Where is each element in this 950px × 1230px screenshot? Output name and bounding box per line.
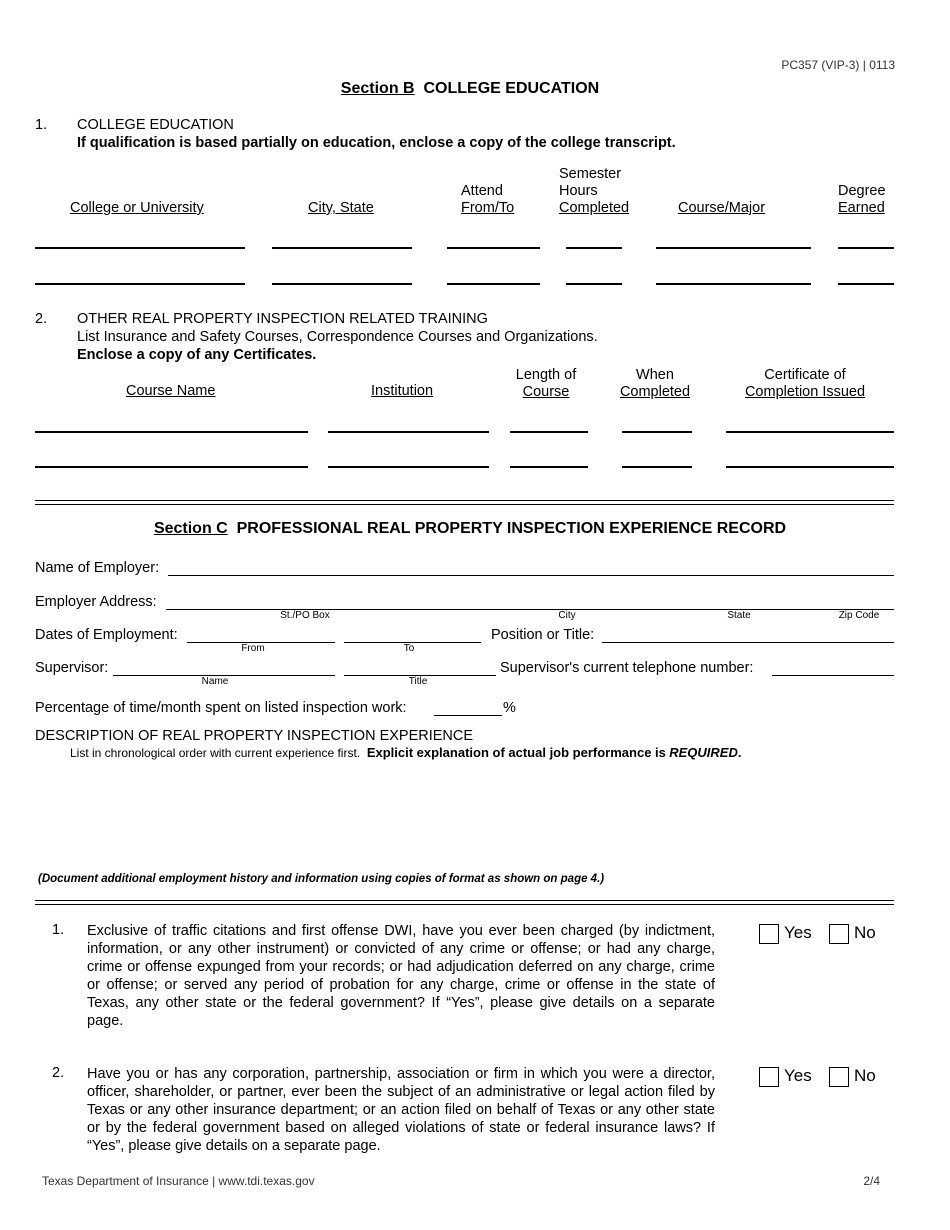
- item-1-note: If qualification is based partially on education, enclose a copy of the college transcript.: [77, 135, 676, 151]
- col-degree-line2: Earned: [838, 200, 885, 216]
- description-note-plain: List in chronological order with current experience first.: [70, 746, 361, 760]
- percent-sign: %: [503, 700, 516, 716]
- form-code: PC357 (VIP-3) | 0113: [781, 58, 895, 72]
- col-course: Course/Major: [678, 200, 766, 216]
- course-field[interactable]: [656, 247, 811, 249]
- col-college: College or University: [70, 200, 204, 216]
- dates-label: Dates of Employment:: [35, 627, 178, 643]
- employer-name-label: Name of Employer:: [35, 560, 160, 576]
- position-label: Position or Title:: [491, 627, 595, 643]
- question-2-no-label: No: [854, 1066, 876, 1085]
- description-note-bold: Explicit explanation of actual job performance is: [366, 745, 666, 760]
- college-field[interactable]: [35, 247, 245, 249]
- col-semester-line3: Completed: [559, 200, 630, 216]
- col-length-line1: Length of: [515, 367, 577, 383]
- col-attend: [461, 183, 514, 217]
- sup-phone-label: Supervisor's current telephone number:: [500, 660, 754, 676]
- degree-field[interactable]: [838, 247, 894, 249]
- question-2-number: 2.: [52, 1065, 65, 1081]
- col-certificate-line2: Completion Issued: [744, 384, 866, 400]
- course-name-field[interactable]: [35, 431, 308, 433]
- sup-title-sub: Title: [408, 676, 428, 687]
- semester-field[interactable]: [566, 247, 622, 249]
- section-b-label: Section B: [340, 80, 415, 97]
- description-note: [70, 745, 741, 760]
- divider: [35, 900, 894, 901]
- section-b-title: COLLEGE EDUCATION: [423, 80, 600, 97]
- attend-field[interactable]: [447, 283, 540, 285]
- question-1-number: 1.: [52, 922, 65, 938]
- sup-phone-field[interactable]: [772, 675, 894, 676]
- col-institution: Institution: [371, 383, 434, 399]
- description-note-required: REQUIRED: [669, 745, 738, 760]
- description-note-end: .: [737, 745, 742, 760]
- course-field[interactable]: [656, 283, 811, 285]
- question-1-text: Exclusive of traffic citations and first offense DWI, have you ever been charged (by indictment, information, or any other instrument) or convicted of any crime or offense; or had any charge, crime or offense expunged from your records; or had adjudication deferred on any charge, crime or offense; or served any period of probation for any charge, crime or offense in the state of Texas, any other state or the federal government? If “Yes”, please give details on a separate page.: [87, 923, 715, 1029]
- degree-field[interactable]: [838, 283, 894, 285]
- certificate-field[interactable]: [726, 431, 894, 433]
- section-c-title: PROFESSIONAL REAL PROPERTY INSPECTION EXPERIENCE RECORD: [236, 520, 787, 537]
- description-area[interactable]: [35, 765, 894, 865]
- col-when: [614, 367, 696, 401]
- length-field[interactable]: [510, 431, 588, 433]
- col-attend-line2: From/To: [461, 200, 515, 216]
- addr-city-sub: City: [558, 610, 576, 621]
- divider: [35, 504, 894, 505]
- col-course-name: Course Name: [126, 383, 216, 399]
- supervisor-label: Supervisor:: [35, 660, 109, 676]
- col-when-line2: Completed: [619, 384, 691, 400]
- section-c-label: Section C: [153, 520, 228, 537]
- col-certificate: [730, 367, 880, 401]
- employer-name-field[interactable]: [168, 575, 894, 576]
- col-semester: [559, 166, 629, 217]
- percentage-field[interactable]: [434, 715, 502, 716]
- section-c-heading: [0, 520, 940, 538]
- question-1-no-label: No: [854, 923, 876, 942]
- certificate-field[interactable]: [726, 466, 894, 468]
- dates-to-sub: To: [403, 643, 415, 654]
- col-degree-line1: Degree: [838, 183, 886, 199]
- question-2-text: Have you or has any corporation, partnership, association or firm in which you were a director, officer, shareholder, or partner, ever been the subject of an administrative or legal action filed by Texas or any other insurance department; or an action filed on behalf of Texas or any other state or by the federal government based on alleged violations of state or federal insurance laws? If “Yes”, please give details on a separate page.: [87, 1066, 715, 1154]
- divider: [35, 904, 894, 905]
- item-1-title: COLLEGE EDUCATION: [77, 117, 234, 133]
- when-field[interactable]: [622, 466, 692, 468]
- item-2-line3: Enclose a copy of any Certificates.: [77, 347, 317, 363]
- item-2-number: 2.: [35, 311, 48, 327]
- city-field[interactable]: [272, 283, 412, 285]
- question-2-yes-checkbox[interactable]: [759, 1067, 779, 1087]
- col-city: City, State: [308, 200, 374, 216]
- question-1-yes-checkbox[interactable]: [759, 924, 779, 944]
- question-2-no-checkbox[interactable]: [829, 1067, 849, 1087]
- question-2-yes-label: Yes: [784, 1066, 812, 1085]
- col-when-line1: When: [636, 367, 674, 383]
- addr-street-sub: St./PO Box: [280, 610, 330, 621]
- position-field[interactable]: [602, 642, 894, 643]
- institution-field[interactable]: [328, 431, 489, 433]
- course-name-field[interactable]: [35, 466, 308, 468]
- length-field[interactable]: [510, 466, 588, 468]
- semester-field[interactable]: [566, 283, 622, 285]
- sup-name-sub: Name: [201, 676, 229, 687]
- college-field[interactable]: [35, 283, 245, 285]
- col-attend-line1: Attend: [461, 183, 503, 199]
- city-field[interactable]: [272, 247, 412, 249]
- employer-address-label: Employer Address:: [35, 594, 157, 610]
- item-2-title: OTHER REAL PROPERTY INSPECTION RELATED TRAINING: [77, 311, 488, 327]
- col-degree: [838, 183, 886, 217]
- col-semester-line2: Hours: [559, 183, 598, 199]
- addr-zip-sub: Zip Code: [838, 610, 880, 621]
- page-number: 2/4: [863, 1174, 880, 1188]
- question-1-no-checkbox[interactable]: [829, 924, 849, 944]
- col-length: [505, 367, 587, 401]
- col-semester-line1: Semester: [559, 166, 622, 182]
- dates-from-sub: From: [241, 643, 265, 654]
- col-length-line2: Course: [522, 384, 570, 400]
- item-1-number: 1.: [35, 117, 48, 133]
- description-title: DESCRIPTION OF REAL PROPERTY INSPECTION EXPERIENCE: [35, 728, 474, 744]
- additional-note: (Document additional employment history and information using copies of format as shown on page 4.): [38, 873, 605, 885]
- institution-field[interactable]: [328, 466, 489, 468]
- when-field[interactable]: [622, 431, 692, 433]
- col-certificate-line1: Certificate of: [764, 367, 846, 383]
- percentage-label: Percentage of time/month spent on listed inspection work:: [35, 700, 407, 716]
- footer-agency: Texas Department of Insurance | www.tdi.texas.gov: [42, 1174, 315, 1188]
- attend-field[interactable]: [447, 247, 540, 249]
- question-1-yes-label: Yes: [784, 923, 812, 942]
- divider: [35, 500, 894, 501]
- item-2-line2: List Insurance and Safety Courses, Correspondence Courses and Organizations.: [77, 329, 598, 345]
- addr-state-sub: State: [727, 610, 751, 621]
- section-b-heading: [0, 80, 940, 98]
